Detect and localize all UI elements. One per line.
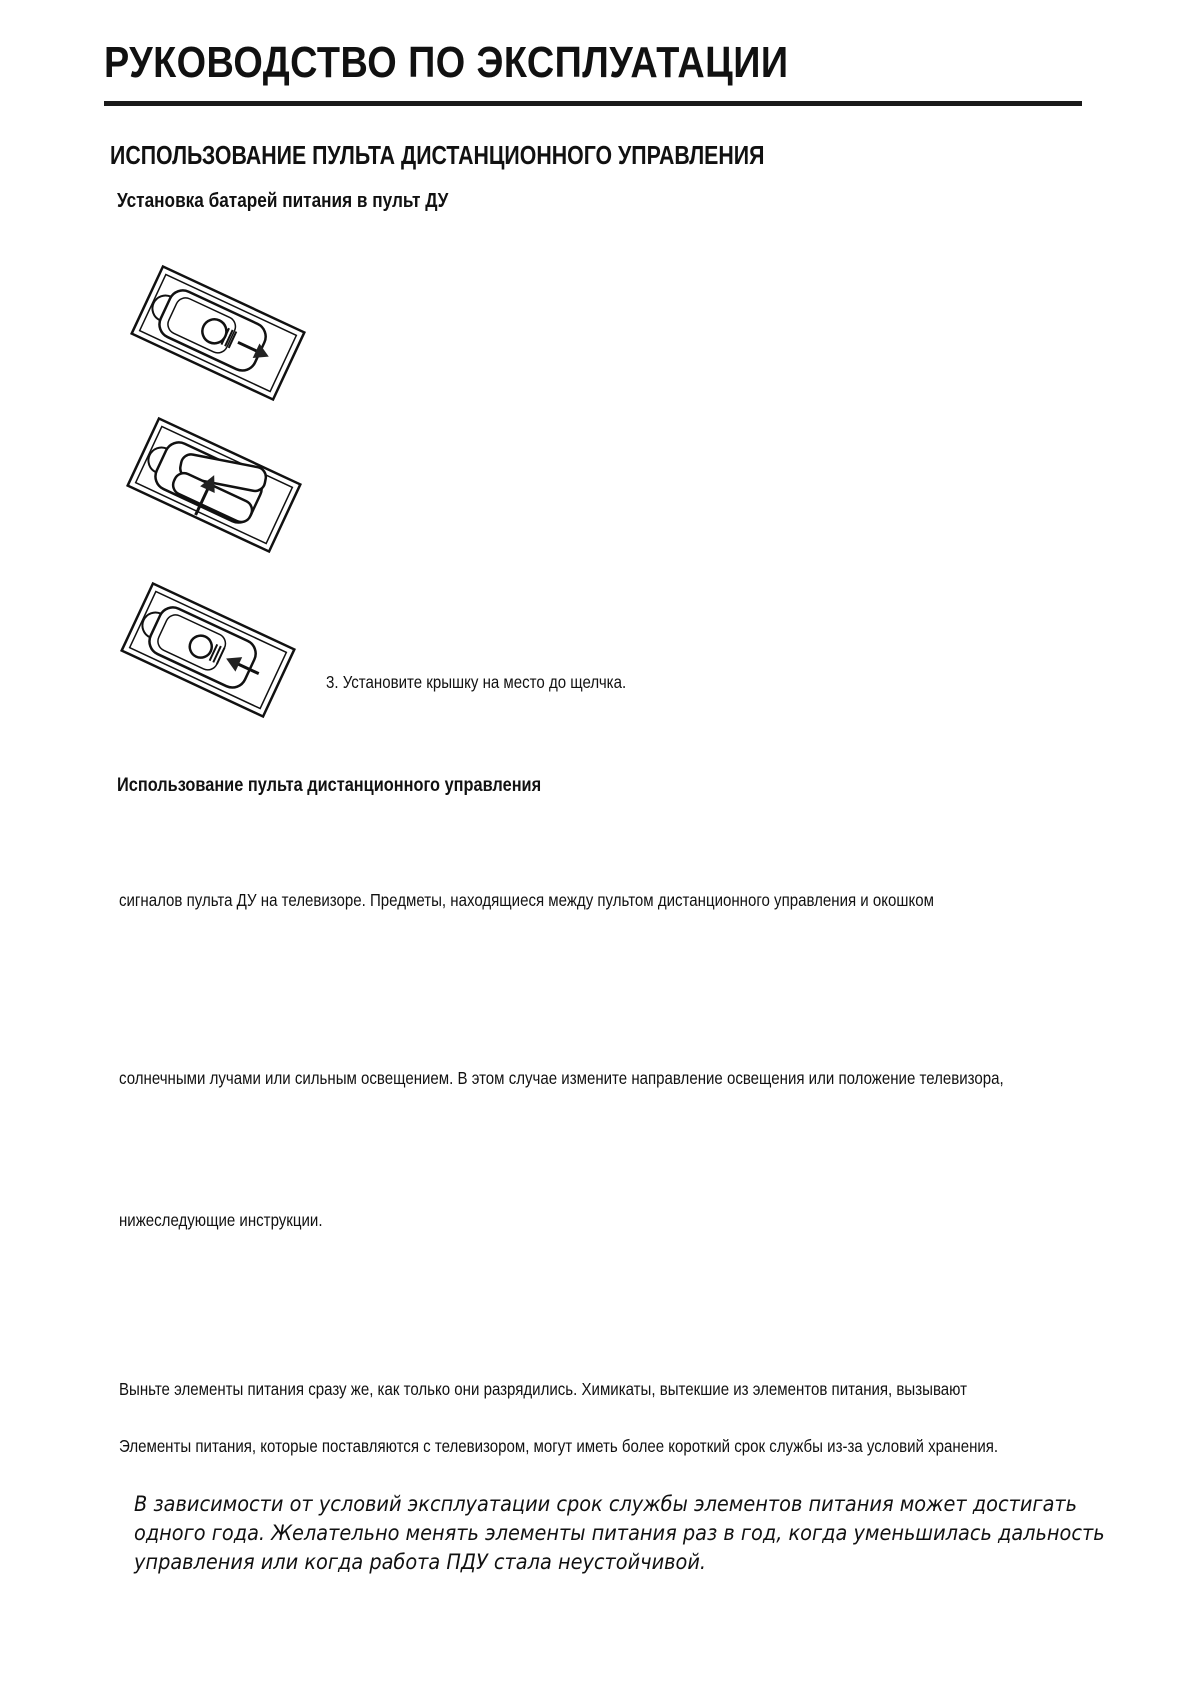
usage-line-1: сигналов пульта ДУ на телевизоре. Предметы, находящиеся между пультом дистанционного управления и окошком	[119, 890, 934, 910]
note-line-1: В зависимости от условий эксплуатации срок службы элементов питания может достигать	[134, 1492, 1078, 1516]
usage-line-2: солнечными лучами или сильным освещением. В этом случае измените направление освещения или положение телевизора,	[119, 1068, 1004, 1088]
usage-line-5: Элементы питания, которые поставляются с телевизором, могут иметь более короткий срок службы из-за условий хранения.	[119, 1436, 999, 1456]
page-title: РУКОВОДСТВО ПО ЭКСПЛУАТАЦИИ	[104, 38, 789, 87]
remote-cover-open-icon	[128, 258, 308, 408]
note-line-3: управления или когда работа ПДУ стала неустойчивой.	[134, 1550, 707, 1574]
note-line-2: одного года. Желательно менять элементы питания раз в год, когда уменьшилась дальность	[134, 1521, 1105, 1545]
usage-line-3: нижеследующие инструкции.	[119, 1210, 323, 1230]
step-3-text: 3. Установите крышку на место до щелчка.	[326, 672, 627, 692]
title-divider	[104, 101, 1082, 106]
usage-heading: Использование пульта дистанционного управления	[117, 775, 542, 796]
usage-line-4: Выньте элементы питания сразу же, как только они разрядились. Химикаты, вытекшие из элементов питания, вызывают	[119, 1379, 968, 1399]
battery-life-note	[134, 1490, 1105, 1577]
remote-cover-close-icon	[118, 575, 298, 725]
section-title: ИСПОЛЬЗОВАНИЕ ПУЛЬТА ДИСТАНЦИОННОГО УПРАВЛЕНИЯ	[110, 140, 765, 170]
remote-battery-insert-icon	[124, 410, 304, 560]
battery-install-heading: Установка батарей питания в пульт ДУ	[117, 190, 449, 212]
